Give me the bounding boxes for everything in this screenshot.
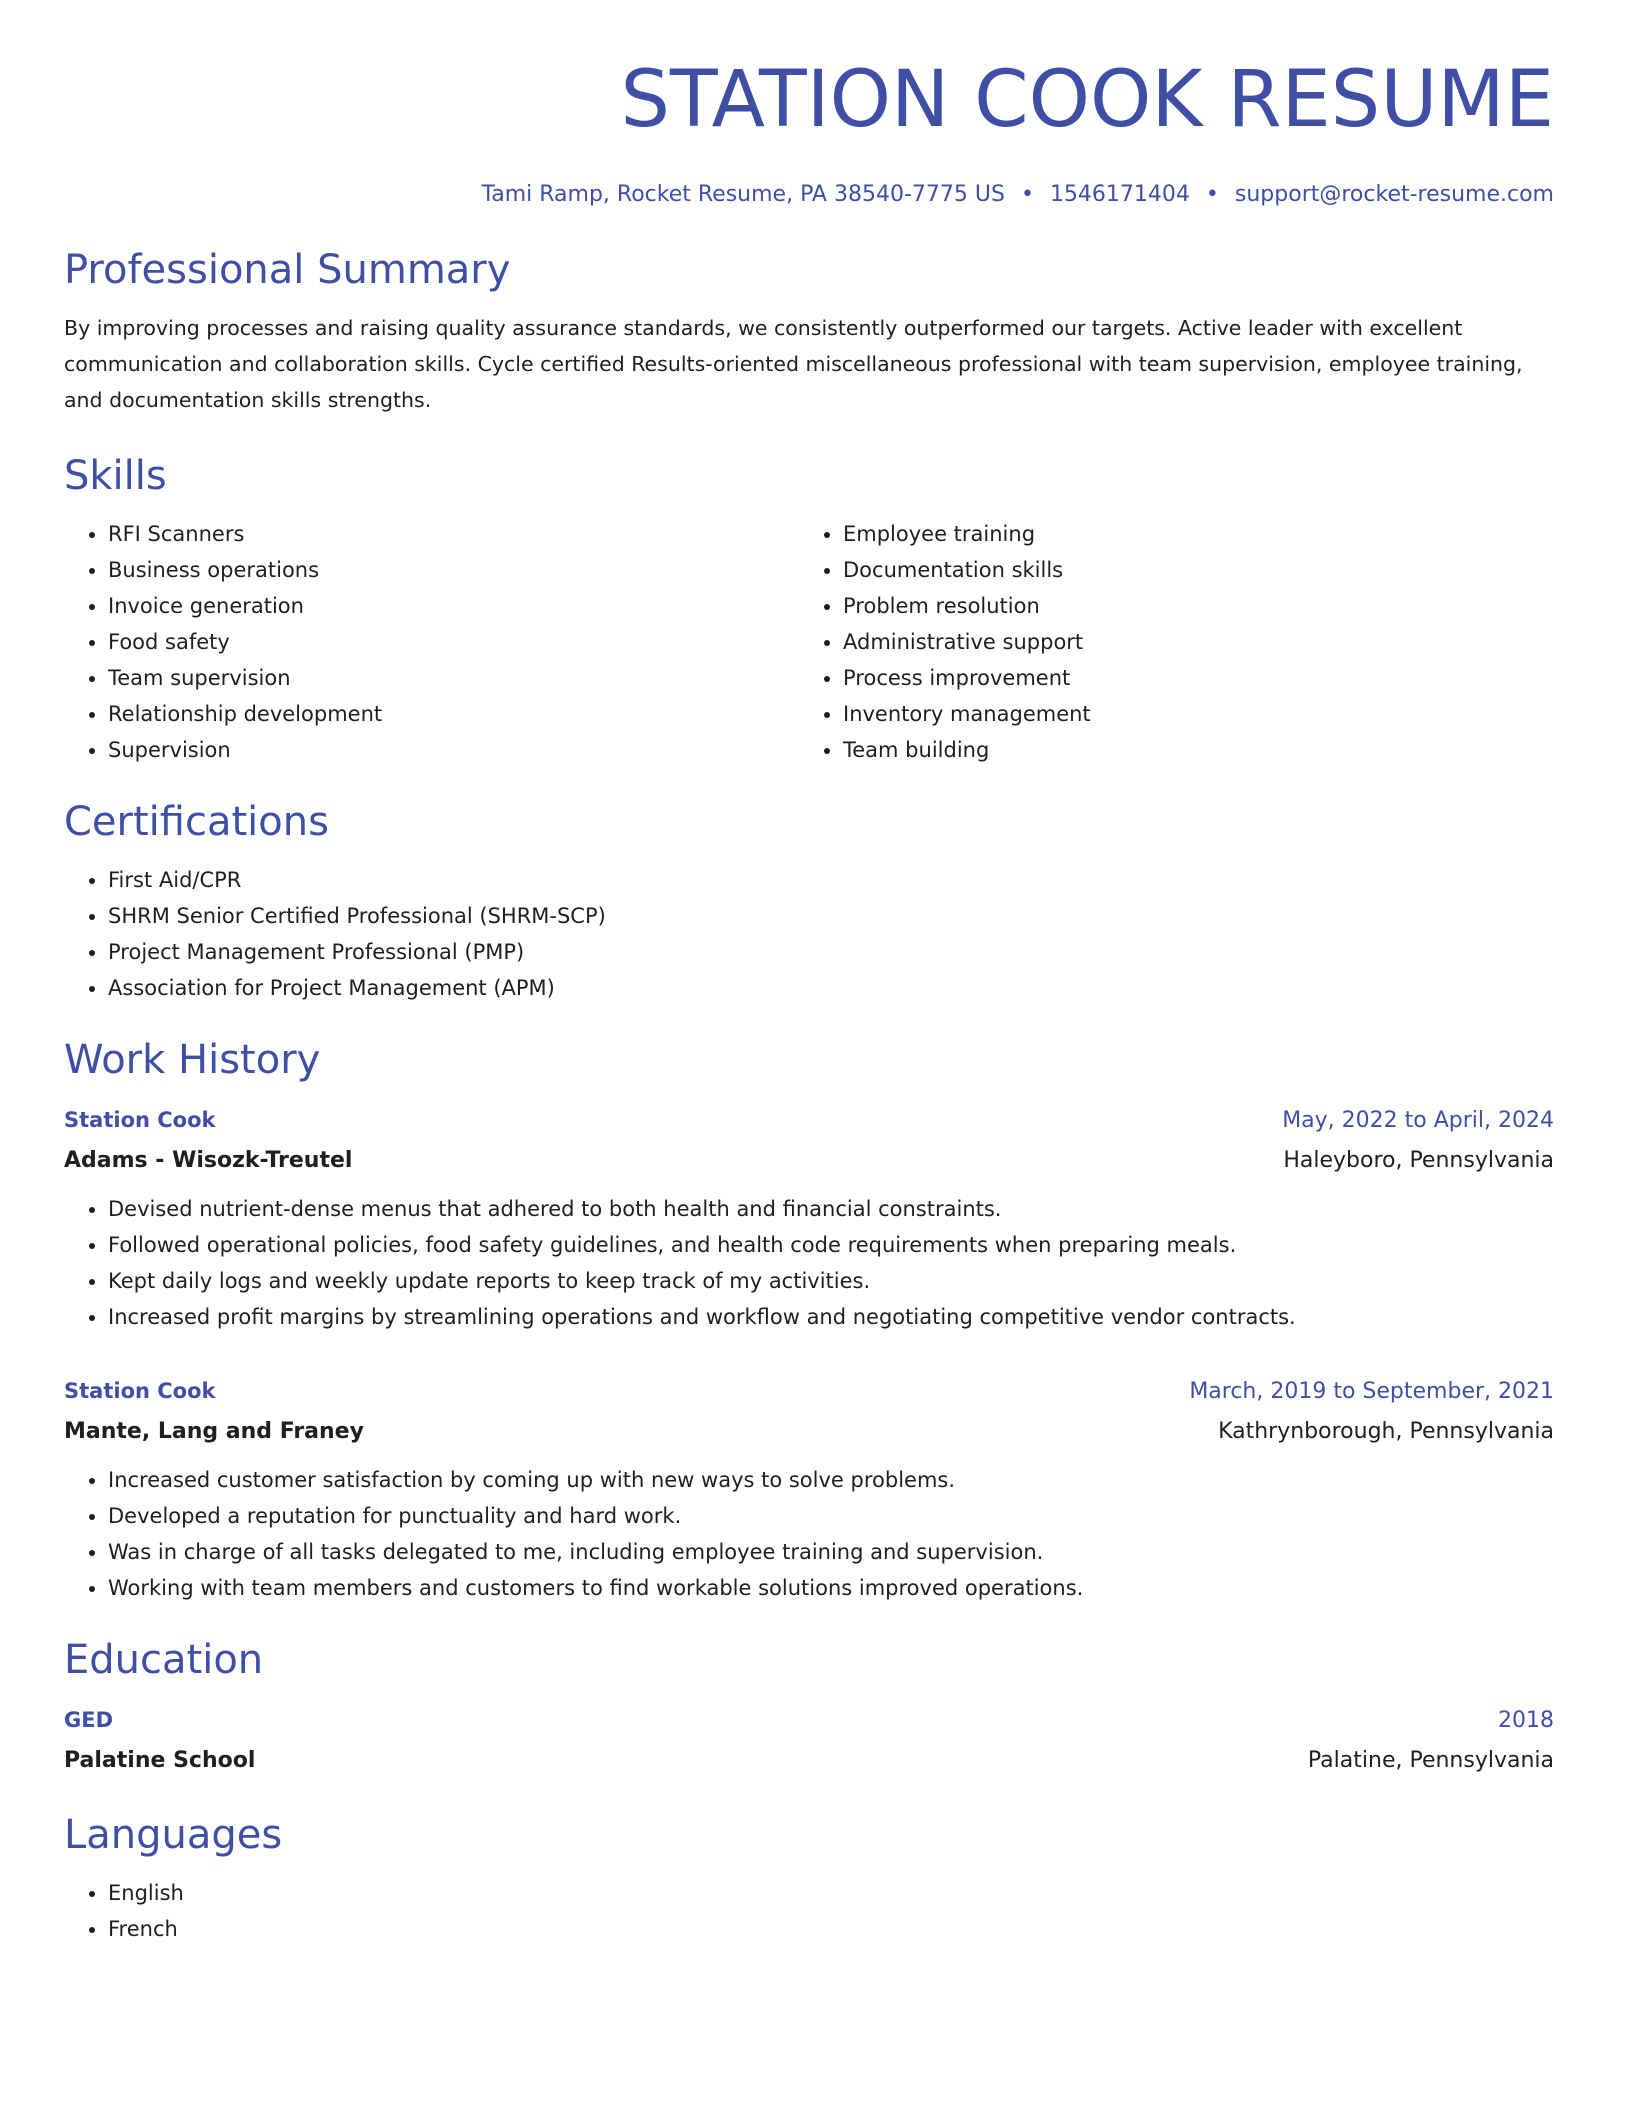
skill-item: • Inventory management bbox=[843, 696, 1534, 732]
job-bullet: • Was in charge of all tasks delegated to me, including employee training and supervision. bbox=[108, 1534, 1554, 1570]
job-dates: May, 2022 to April, 2024 bbox=[1282, 1108, 1554, 1133]
job-company-row bbox=[64, 1412, 1554, 1452]
section-title-languages: Languages bbox=[64, 1812, 283, 1858]
certification-item: • SHRM Senior Certified Professional (SHRM-SCP) bbox=[108, 898, 1554, 934]
language-item: • French bbox=[108, 1911, 1554, 1947]
separator-dot: • bbox=[1205, 182, 1219, 207]
job-company: Mante, Lang and Franey bbox=[64, 1419, 364, 1444]
job-bullets bbox=[64, 1462, 1554, 1606]
skill-item: • Documentation skills bbox=[843, 552, 1534, 588]
skill-item: • Invoice generation bbox=[108, 588, 799, 624]
education-location: Palatine, Pennsylvania bbox=[1307, 1748, 1554, 1773]
job-bullet: • Working with team members and customers to find workable solutions improved operations. bbox=[108, 1570, 1554, 1606]
job-location: Kathrynborough, Pennsylvania bbox=[1218, 1419, 1554, 1444]
job-company: Adams - Wisozk-Treutel bbox=[64, 1148, 353, 1173]
skills-column-right bbox=[799, 516, 1534, 768]
certification-item: • Association for Project Management (APM) bbox=[108, 970, 1554, 1006]
section-title-summary: Professional Summary bbox=[64, 247, 511, 293]
summary-text: By improving processes and raising quality assurance standards, we consistently outperformed our targets. Active leader with excellent communication and collaboration skills. Cycle certified Results-oriented miscellaneous professional with team supervision, employee training, and documentation skills strengths. bbox=[64, 316, 1523, 412]
job-role: Station Cook bbox=[64, 1108, 216, 1132]
job-location: Haleyboro, Pennsylvania bbox=[1283, 1148, 1554, 1173]
skill-item: • Business operations bbox=[108, 552, 799, 588]
job-dates: March, 2019 to September, 2021 bbox=[1189, 1379, 1554, 1404]
resume-title: STATION COOK RESUME bbox=[620, 55, 1554, 145]
job-company-row bbox=[64, 1141, 1554, 1181]
job-bullet: • Increased customer satisfaction by coming up with new ways to solve problems. bbox=[108, 1462, 1554, 1498]
job-entry bbox=[64, 1100, 1554, 1335]
job-role: Station Cook bbox=[64, 1379, 216, 1403]
resume-header bbox=[64, 0, 1554, 210]
job-bullet: • Developed a reputation for punctuality and hard work. bbox=[108, 1498, 1554, 1534]
skill-item: • Food safety bbox=[108, 624, 799, 660]
languages-list bbox=[64, 1875, 1554, 1947]
job-title-row bbox=[64, 1371, 1554, 1412]
skill-item: • Administrative support bbox=[843, 624, 1534, 660]
contact-email[interactable]: support@rocket-resume.com bbox=[1234, 182, 1554, 207]
education-degree-row bbox=[64, 1700, 1554, 1741]
section-title-education: Education bbox=[64, 1637, 264, 1683]
job-bullets bbox=[64, 1191, 1554, 1335]
education-entry bbox=[64, 1700, 1554, 1781]
education-school: Palatine School bbox=[64, 1748, 256, 1773]
section-title-skills: Skills bbox=[64, 453, 167, 499]
skill-item: • Team building bbox=[843, 732, 1534, 768]
education-degree: GED bbox=[64, 1708, 114, 1732]
job-bullet: • Followed operational policies, food safety guidelines, and health code requirements when preparing meals. bbox=[108, 1227, 1554, 1263]
job-title-row bbox=[64, 1100, 1554, 1141]
education-year: 2018 bbox=[1498, 1708, 1554, 1733]
job-bullet: • Kept daily logs and weekly update reports to keep track of my activities. bbox=[108, 1263, 1554, 1299]
language-item: • English bbox=[108, 1875, 1554, 1911]
skill-item: • Employee training bbox=[843, 516, 1534, 552]
certification-item: • First Aid/CPR bbox=[108, 862, 1554, 898]
skills-list bbox=[64, 516, 1554, 768]
resume-page bbox=[64, 0, 1554, 1947]
skill-item: • Process improvement bbox=[843, 660, 1534, 696]
job-entry bbox=[64, 1371, 1554, 1606]
education-school-row bbox=[64, 1741, 1554, 1781]
job-bullet: • Devised nutrient-dense menus that adhered to both health and financial constraints. bbox=[108, 1191, 1554, 1227]
skill-item: • Team supervision bbox=[108, 660, 799, 696]
skill-item: • Supervision bbox=[108, 732, 799, 768]
skill-item: • Problem resolution bbox=[843, 588, 1534, 624]
contact-address: Tami Ramp, Rocket Resume, PA 38540-7775 US bbox=[481, 182, 1005, 207]
separator-dot: • bbox=[1020, 182, 1034, 207]
certifications-list bbox=[64, 862, 1554, 1006]
contact-line bbox=[64, 180, 1554, 210]
contact-phone: 1546171404 bbox=[1049, 182, 1190, 207]
section-title-work-history: Work History bbox=[64, 1037, 321, 1083]
skill-item: • Relationship development bbox=[108, 696, 799, 732]
skill-item: • RFI Scanners bbox=[108, 516, 799, 552]
job-bullet: • Increased profit margins by streamlining operations and workflow and negotiating competitive vendor contracts. bbox=[108, 1299, 1554, 1335]
section-title-certifications: Certifications bbox=[64, 799, 329, 845]
skills-column-left bbox=[64, 516, 799, 768]
certification-item: • Project Management Professional (PMP) bbox=[108, 934, 1554, 970]
